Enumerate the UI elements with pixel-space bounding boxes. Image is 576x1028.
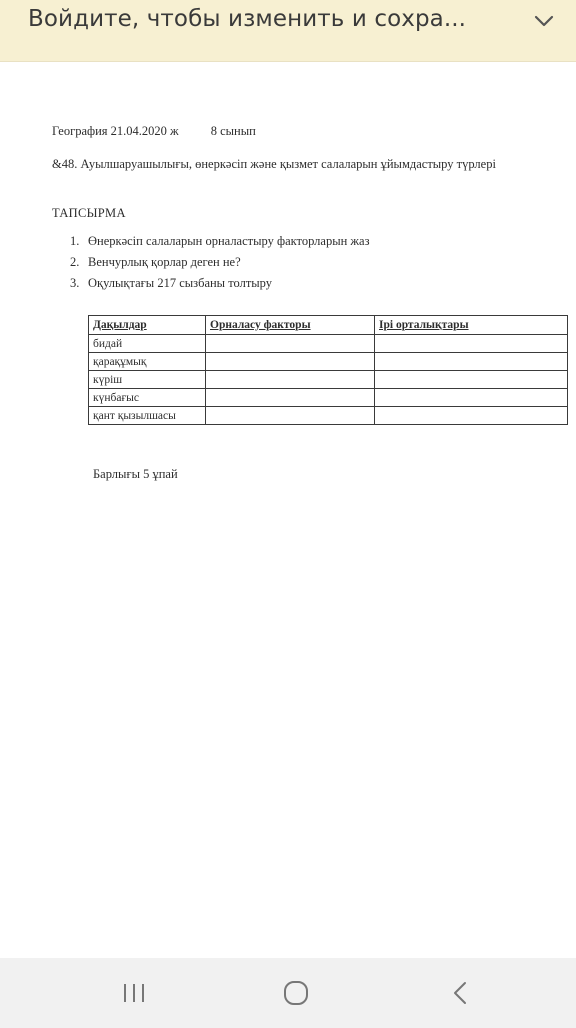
column-header-centers: Ірі орталықтары [375, 316, 568, 335]
task-item: 2. Венчурлық қорлар деген не? [70, 255, 241, 269]
table-cell [206, 353, 375, 371]
system-nav-bar [0, 958, 576, 1028]
table-cell: күнбағыс [89, 389, 206, 407]
document-header [52, 124, 256, 139]
table-cell [375, 353, 568, 371]
lesson-topic: &48. Ауылшаруашылығы, өнеркәсіп және қызмет салаларын ұйымдастыру түрлері [52, 157, 496, 171]
table-cell [375, 371, 568, 389]
login-banner[interactable] [0, 0, 576, 62]
crops-table [88, 315, 568, 425]
back-icon[interactable] [440, 978, 480, 1008]
table-cell [375, 335, 568, 353]
task-heading: ТАПСЫРМА [52, 206, 126, 220]
document-page [0, 62, 576, 958]
table-cell [375, 407, 568, 425]
home-icon[interactable] [276, 978, 316, 1008]
table-row [89, 407, 568, 425]
table-cell [206, 371, 375, 389]
table-cell [206, 389, 375, 407]
table-row [89, 335, 568, 353]
table-cell: қант қызылшасы [89, 407, 206, 425]
column-header-factors: Орналасу факторы [206, 316, 375, 335]
task-item: 3. Оқулықтағы 217 сызбаны толтыру [70, 276, 273, 290]
table-cell: қарақұмық [89, 353, 206, 371]
grade-label: 8 сынып [210, 124, 256, 138]
subject-date: География 21.04.2020 ж [52, 124, 179, 138]
table-cell [206, 335, 375, 353]
table-cell: бидай [89, 335, 206, 353]
recent-apps-icon[interactable] [114, 978, 154, 1008]
table-row [89, 353, 568, 371]
table-header-row [89, 316, 568, 335]
table-cell [375, 389, 568, 407]
table-cell [206, 407, 375, 425]
table-row [89, 389, 568, 407]
chevron-down-icon[interactable] [534, 14, 554, 28]
table-row [89, 371, 568, 389]
column-header-crops: Дақылдар [89, 316, 206, 335]
task-list [70, 234, 370, 297]
table-cell: күріш [89, 371, 206, 389]
login-banner-text[interactable]: Войдите, чтобы изменить и сохра... [28, 6, 467, 32]
task-item: 1. Өнеркәсіп салаларын орналастыру факторларын жаз [70, 234, 370, 248]
total-points: Барлығы 5 ұпай [93, 467, 178, 481]
